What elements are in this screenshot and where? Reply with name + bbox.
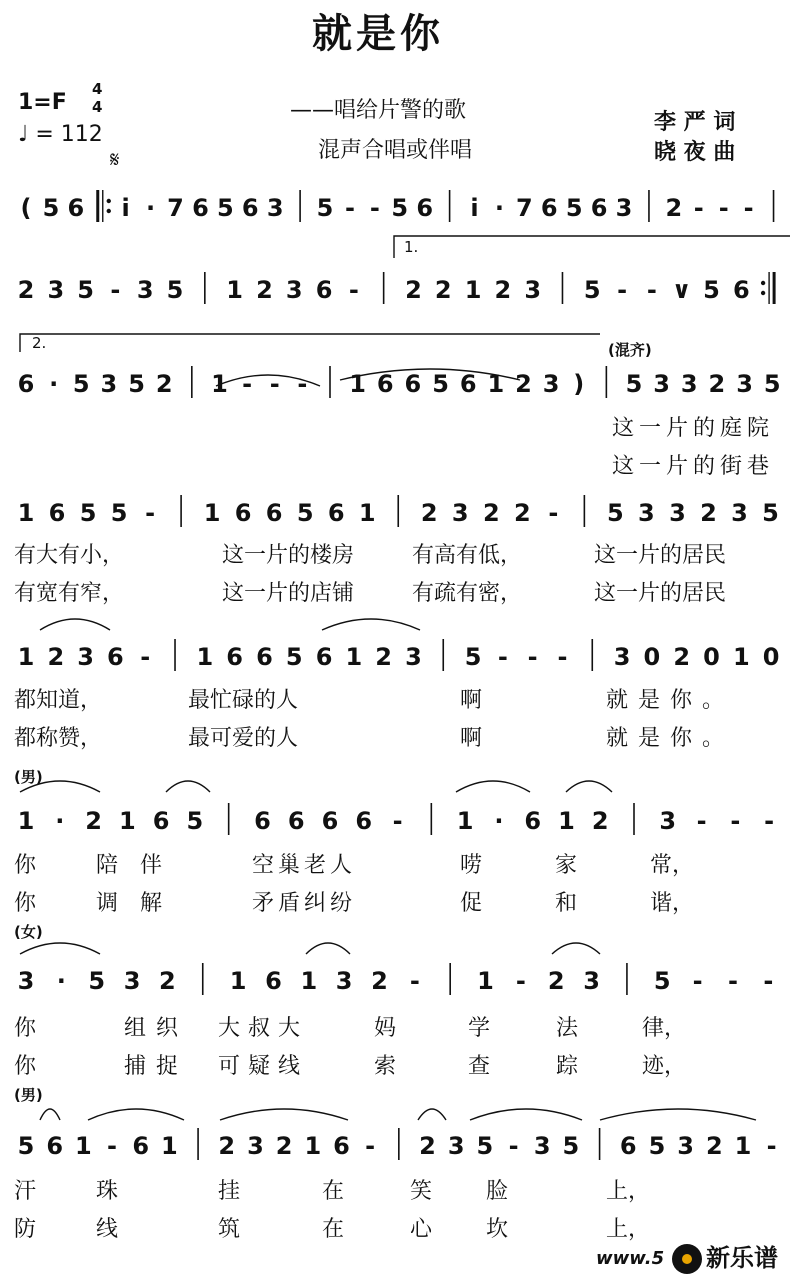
note: 2 bbox=[17, 276, 35, 304]
lyric: 捕捉 bbox=[124, 1054, 189, 1079]
note: 5 bbox=[42, 194, 60, 222]
lyric: 有高有低， bbox=[412, 543, 523, 568]
note: 1 bbox=[203, 499, 221, 527]
note: - bbox=[140, 643, 151, 671]
note: - bbox=[548, 499, 559, 527]
lyric: 脸 bbox=[486, 1179, 509, 1204]
note: 5 bbox=[762, 499, 779, 527]
note: 1 bbox=[558, 807, 575, 835]
note: 2 bbox=[420, 499, 438, 527]
note: 2 bbox=[482, 499, 500, 527]
note: 0 bbox=[762, 643, 780, 671]
note: 6 bbox=[256, 643, 273, 671]
note: 6 bbox=[524, 807, 542, 835]
note: 2 bbox=[673, 643, 691, 671]
note: 6 bbox=[315, 276, 333, 304]
note: 5 bbox=[476, 1132, 494, 1160]
lyric: 组织 bbox=[124, 1016, 189, 1041]
note: 1 bbox=[345, 643, 363, 671]
lyric: 矛盾纠纷 bbox=[252, 891, 357, 916]
note: 1 bbox=[17, 499, 35, 527]
page-title: 就是你 bbox=[312, 11, 444, 57]
lyricist-credit: 李 严 词 bbox=[654, 110, 736, 135]
note: i bbox=[121, 194, 130, 222]
lyric: 学 bbox=[468, 1016, 491, 1041]
note: · bbox=[146, 194, 156, 222]
note: 2 bbox=[708, 370, 726, 398]
note: 1 bbox=[17, 643, 35, 671]
note: 5 bbox=[562, 1132, 580, 1160]
note: 6 bbox=[416, 194, 434, 222]
note: 5 bbox=[128, 370, 145, 398]
note: - bbox=[369, 194, 380, 222]
time-signature-bottom: 4 bbox=[92, 98, 103, 116]
lyric: 妈 bbox=[374, 1016, 397, 1041]
note: 2 bbox=[275, 1132, 293, 1160]
note: ∨ bbox=[671, 276, 692, 304]
note: 1 bbox=[196, 643, 214, 671]
note: - bbox=[409, 967, 420, 995]
note: 5 bbox=[216, 194, 234, 222]
note: 6 bbox=[540, 194, 558, 222]
note: 6 bbox=[46, 1132, 64, 1160]
note: 2 bbox=[218, 1132, 236, 1160]
slur bbox=[418, 1109, 446, 1120]
note: 2 bbox=[256, 276, 273, 304]
note: 7 bbox=[167, 194, 184, 222]
note: 1 bbox=[734, 1132, 752, 1160]
lyric: 筑 bbox=[218, 1217, 241, 1242]
note: 5 bbox=[285, 643, 303, 671]
lyric: 谐， bbox=[650, 891, 695, 916]
lyric-row3-v2: 这一片的街巷 bbox=[612, 454, 775, 479]
lyric: 踪 bbox=[556, 1054, 579, 1079]
note: 6 bbox=[459, 370, 477, 398]
note: 1 bbox=[477, 967, 494, 995]
lyric: 啊 bbox=[460, 726, 483, 751]
note: - bbox=[242, 370, 253, 398]
note: 3 bbox=[583, 967, 600, 995]
note: · bbox=[49, 370, 59, 398]
note: 3 bbox=[736, 370, 753, 398]
lyric: 有宽有窄， bbox=[14, 581, 125, 606]
repeat-dot bbox=[107, 209, 111, 213]
repeat-dot bbox=[107, 199, 111, 203]
note: 2 bbox=[665, 194, 683, 222]
note: - bbox=[766, 1132, 777, 1160]
lyric: 这一片的楼房 bbox=[222, 543, 355, 568]
note: 6 bbox=[404, 370, 422, 398]
note: 2 bbox=[700, 499, 717, 527]
note: 5 bbox=[432, 370, 449, 398]
note: 3 bbox=[405, 643, 422, 671]
note: 3 bbox=[77, 643, 94, 671]
slur bbox=[306, 943, 350, 954]
note: 6 bbox=[355, 807, 373, 835]
lyric: 有疏有密， bbox=[412, 581, 523, 606]
note: 6 bbox=[321, 807, 339, 835]
note: 5 bbox=[88, 967, 106, 995]
note: 2 bbox=[434, 276, 452, 304]
note: 2 bbox=[159, 967, 176, 995]
note: 1 bbox=[226, 276, 243, 304]
note: 1 bbox=[300, 967, 318, 995]
lyric: 陪伴 bbox=[96, 853, 185, 878]
note: 1 bbox=[229, 967, 247, 995]
note: · bbox=[494, 807, 504, 835]
note: 2 bbox=[419, 1132, 436, 1160]
note: 6 bbox=[226, 643, 243, 671]
note: 2 bbox=[591, 807, 609, 835]
note: - bbox=[727, 967, 738, 995]
note: 3 bbox=[731, 499, 748, 527]
note: 5 bbox=[607, 499, 624, 527]
note: 6 bbox=[17, 370, 35, 398]
lyric: 坎 bbox=[486, 1217, 509, 1242]
note: 2 bbox=[405, 276, 422, 304]
lyric: 就是你。 bbox=[606, 726, 735, 751]
note: 5 bbox=[79, 499, 97, 527]
note: 5 bbox=[648, 1132, 666, 1160]
note: - bbox=[763, 967, 774, 995]
note: 3 bbox=[615, 194, 633, 222]
note: 6 bbox=[590, 194, 608, 222]
note: 2 bbox=[494, 276, 512, 304]
female-part-label: (女) bbox=[14, 923, 43, 941]
lyric: 这一片的居民 bbox=[594, 581, 727, 606]
note: - bbox=[693, 194, 704, 222]
lyric: 啊 bbox=[460, 688, 483, 713]
note: 3 bbox=[447, 1132, 465, 1160]
lyric: 这一片的店铺 bbox=[222, 581, 355, 606]
note: 0 bbox=[703, 643, 720, 671]
note: 3 bbox=[533, 1132, 551, 1160]
note: 6 bbox=[107, 643, 124, 671]
lyric: 线 bbox=[96, 1217, 119, 1242]
note: 6 bbox=[315, 643, 333, 671]
note: 7 bbox=[516, 194, 533, 222]
male-part-label: (男) bbox=[14, 768, 43, 786]
repeat-dot bbox=[761, 281, 765, 285]
note: - bbox=[497, 643, 508, 671]
note: 1 bbox=[118, 807, 136, 835]
slur bbox=[20, 943, 100, 954]
note: 1 bbox=[456, 807, 474, 835]
lyric: 上， bbox=[606, 1179, 651, 1204]
note: - bbox=[145, 499, 156, 527]
note: 3 bbox=[680, 370, 698, 398]
note: 6 bbox=[376, 370, 394, 398]
lyric: 在 bbox=[322, 1179, 345, 1204]
note: 3 bbox=[47, 276, 65, 304]
lyric: 大叔大 bbox=[218, 1016, 309, 1041]
note: 3 bbox=[653, 370, 670, 398]
lyric: 最忙碌的人 bbox=[188, 688, 299, 713]
note: - bbox=[696, 807, 707, 835]
note: - bbox=[365, 1132, 376, 1160]
record-logo-icon bbox=[672, 1244, 702, 1274]
lyric: 迹， bbox=[642, 1054, 687, 1079]
slur bbox=[166, 781, 210, 792]
note: 6 bbox=[132, 1132, 150, 1160]
note: 5 bbox=[77, 276, 94, 304]
note: - bbox=[515, 967, 526, 995]
note: i bbox=[470, 194, 479, 222]
lyric: 防 bbox=[14, 1217, 37, 1242]
note: 3 bbox=[123, 967, 141, 995]
note: · bbox=[56, 967, 66, 995]
watermark-site[interactable]: 新乐谱 bbox=[706, 1244, 778, 1272]
note: 5 bbox=[391, 194, 409, 222]
note: 5 bbox=[653, 967, 671, 995]
lyric: 上， bbox=[606, 1217, 651, 1242]
lyric-row3-v1: 这一片的庭院 bbox=[612, 416, 775, 441]
note: 3 bbox=[285, 276, 303, 304]
lyric: 就是你。 bbox=[606, 688, 735, 713]
lyric: 常， bbox=[650, 853, 695, 878]
note: 3 bbox=[542, 370, 560, 398]
note: - bbox=[743, 194, 754, 222]
note: - bbox=[764, 807, 775, 835]
note: 6 bbox=[241, 194, 259, 222]
note: 5 bbox=[583, 276, 601, 304]
note: 2 bbox=[371, 967, 388, 995]
note: 3 bbox=[136, 276, 154, 304]
slur bbox=[456, 781, 530, 792]
subtitle: ——唱给片警的歌 bbox=[290, 98, 467, 123]
note: - bbox=[617, 276, 628, 304]
performance-note: 混声合唱或伴唱 bbox=[318, 138, 473, 163]
lyric: 汗 bbox=[14, 1179, 37, 1204]
volta-second-label: 2. bbox=[32, 334, 47, 352]
watermark-url[interactable]: www.5 bbox=[596, 1248, 665, 1269]
note: 3 bbox=[613, 643, 631, 671]
note: 6 bbox=[234, 499, 252, 527]
note: 6 bbox=[254, 807, 271, 835]
note: 6 bbox=[287, 807, 305, 835]
note: - bbox=[348, 276, 359, 304]
note: 0 bbox=[643, 643, 661, 671]
note: 6 bbox=[619, 1132, 637, 1160]
segno-sign: 𝄋 bbox=[110, 148, 120, 173]
note: 6 bbox=[67, 194, 85, 222]
note: 3 bbox=[247, 1132, 264, 1160]
note: - bbox=[269, 370, 280, 398]
slur bbox=[600, 1109, 756, 1120]
repeat-dot bbox=[761, 291, 765, 295]
note: 1 bbox=[75, 1132, 92, 1160]
note: 5 bbox=[625, 370, 643, 398]
note: 3 bbox=[266, 194, 284, 222]
tempo-marking: ♩ = 112 bbox=[18, 122, 103, 147]
lyric: 你 bbox=[14, 853, 37, 878]
lyric: 你 bbox=[14, 1016, 37, 1041]
lyric: 珠 bbox=[96, 1179, 119, 1204]
note: 2 bbox=[547, 967, 565, 995]
note: - bbox=[344, 194, 355, 222]
note: 3 bbox=[677, 1132, 694, 1160]
note: 5 bbox=[703, 276, 720, 304]
note: - bbox=[392, 807, 403, 835]
lyric: 调解 bbox=[96, 891, 185, 916]
note: 5 bbox=[17, 1132, 35, 1160]
slur bbox=[552, 943, 600, 954]
note: - bbox=[107, 1132, 118, 1160]
note: 3 bbox=[659, 807, 677, 835]
note: 2 bbox=[155, 370, 173, 398]
note: - bbox=[692, 967, 703, 995]
volta-bracket bbox=[20, 334, 600, 352]
lyric: 都称赞， bbox=[14, 726, 103, 751]
volta-first-label: 1. bbox=[404, 238, 419, 256]
note: 1 bbox=[464, 276, 482, 304]
note: ) bbox=[573, 370, 585, 398]
lyric: 笑 bbox=[410, 1179, 433, 1204]
note: - bbox=[508, 1132, 519, 1160]
note: 5 bbox=[296, 499, 314, 527]
note: 1 bbox=[211, 370, 228, 398]
note: 5 bbox=[166, 276, 184, 304]
note: 6 bbox=[152, 807, 170, 835]
note: 3 bbox=[638, 499, 655, 527]
note: 5 bbox=[110, 499, 128, 527]
lyric: 在 bbox=[322, 1217, 345, 1242]
slur bbox=[220, 1109, 348, 1120]
composer-credit: 晓 夜 曲 bbox=[654, 140, 736, 165]
note: 2 bbox=[85, 807, 102, 835]
note: 6 bbox=[265, 967, 282, 995]
note: 1 bbox=[17, 807, 35, 835]
slur bbox=[566, 781, 612, 792]
lyric: 这一片的居民 bbox=[594, 543, 727, 568]
lyric: 唠 bbox=[460, 853, 483, 878]
note: 3 bbox=[669, 499, 686, 527]
lyric: 挂 bbox=[218, 1179, 241, 1204]
lyric: 家 bbox=[555, 853, 578, 878]
lyric: 可疑线 bbox=[218, 1054, 309, 1079]
lyric: 和 bbox=[555, 891, 578, 916]
note: 5 bbox=[565, 194, 583, 222]
lyric: 空巢老人 bbox=[252, 853, 357, 878]
note: 3 bbox=[335, 967, 353, 995]
lyric: 索 bbox=[374, 1054, 397, 1079]
note: 2 bbox=[513, 499, 531, 527]
note: 2 bbox=[515, 370, 532, 398]
note: 3 bbox=[100, 370, 118, 398]
note: 6 bbox=[327, 499, 345, 527]
male-part-label-2: (男) bbox=[14, 1086, 43, 1104]
note: 2 bbox=[705, 1132, 723, 1160]
note: 5 bbox=[186, 807, 204, 835]
note: 2 bbox=[375, 643, 392, 671]
note: 5 bbox=[316, 194, 334, 222]
lyric: 最可爱的人 bbox=[188, 726, 299, 751]
note: 6 bbox=[265, 499, 283, 527]
slur bbox=[322, 619, 420, 630]
volta-bracket bbox=[394, 236, 790, 258]
note: - bbox=[718, 194, 729, 222]
lyric: 促 bbox=[460, 891, 483, 916]
note: 2 bbox=[47, 643, 65, 671]
note: 1 bbox=[487, 370, 505, 398]
slur bbox=[40, 1109, 60, 1120]
note: 1 bbox=[161, 1132, 178, 1160]
note: 6 bbox=[732, 276, 750, 304]
lyric: 都知道， bbox=[14, 688, 103, 713]
note: ( bbox=[20, 194, 32, 222]
key-signature: 1=F bbox=[18, 90, 67, 115]
note: - bbox=[527, 643, 538, 671]
note: 6 bbox=[192, 194, 209, 222]
note: · bbox=[494, 194, 505, 222]
note: - bbox=[730, 807, 741, 835]
note: 6 bbox=[333, 1132, 350, 1160]
lyric: 有大有小， bbox=[14, 543, 125, 568]
note: 5 bbox=[763, 370, 781, 398]
note: - bbox=[297, 370, 308, 398]
slur bbox=[88, 1109, 184, 1120]
slur bbox=[40, 619, 110, 630]
note: 3 bbox=[524, 276, 542, 304]
note: - bbox=[557, 643, 568, 671]
time-signature-top: 4 bbox=[92, 80, 103, 98]
note: 1 bbox=[349, 370, 366, 398]
note: 3 bbox=[17, 967, 35, 995]
note: 6 bbox=[48, 499, 66, 527]
note: · bbox=[55, 807, 65, 835]
note: - bbox=[110, 276, 121, 304]
chorus-label: (混齐) bbox=[608, 341, 652, 359]
lyric: 查 bbox=[468, 1054, 491, 1079]
lyric: 你 bbox=[14, 1054, 37, 1079]
note: 5 bbox=[464, 643, 482, 671]
note: 5 bbox=[72, 370, 90, 398]
note: - bbox=[646, 276, 657, 304]
note: 1 bbox=[358, 499, 376, 527]
lyric: 心 bbox=[410, 1217, 433, 1242]
note: 1 bbox=[732, 643, 750, 671]
lyric: 法 bbox=[556, 1016, 579, 1041]
lyric: 律， bbox=[642, 1016, 687, 1041]
lyric: 你 bbox=[14, 891, 37, 916]
note: 1 bbox=[304, 1132, 322, 1160]
note: 3 bbox=[451, 499, 469, 527]
slur bbox=[470, 1109, 582, 1120]
